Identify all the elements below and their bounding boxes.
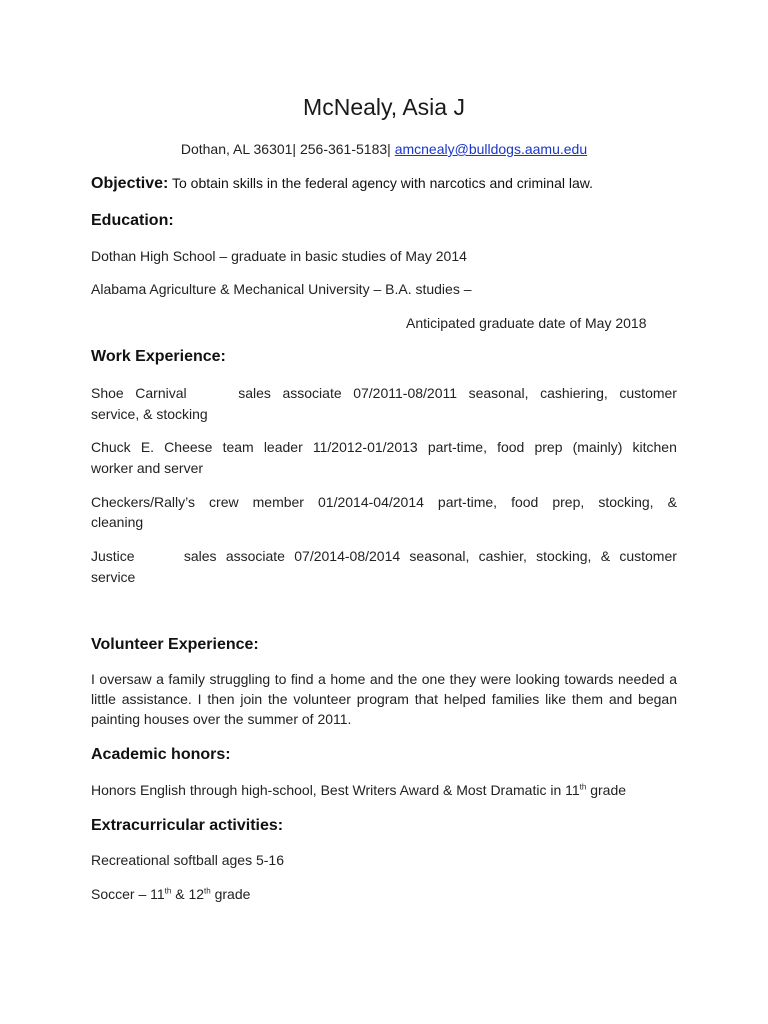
word: part-time,: [427, 439, 487, 455]
honors-text-start: Honors English through high-school, Best Writers Award & Most Dramatic in 11: [91, 782, 580, 798]
job-3-row-2: cleaning: [91, 514, 144, 530]
contact-details: Dothan, AL 36301| 256-361-5183|: [180, 141, 395, 157]
word: stocking,: [598, 494, 654, 510]
word: kitchen: [632, 439, 677, 455]
word: food: [497, 439, 525, 455]
job-4-row-2: service: [91, 569, 136, 585]
academic-honors-text: [91, 782, 626, 798]
superscript: th: [579, 782, 587, 792]
objective-label: Objective:: [91, 175, 169, 192]
work-experience-heading: Work Experience:: [91, 348, 226, 365]
objective-text: To obtain skills in the federal agency with narcotics and criminal law.: [168, 175, 593, 191]
word: Checkers/Rally’s: [91, 494, 195, 510]
word: 07/2014-08/2014: [294, 548, 401, 564]
education-line-1: Dothan High School – graduate in basic studies of May 2014: [91, 248, 467, 264]
soccer-text-middle: & 12: [171, 886, 205, 902]
job-1-row-2: service, & stocking: [91, 406, 208, 422]
extracurricular-heading: Extracurricular activities:: [91, 817, 284, 834]
word: Justice: [91, 548, 135, 564]
word: seasonal,: [468, 385, 529, 401]
word: E.: [140, 439, 155, 455]
education-line-3: Anticipated graduate date of May 2018: [406, 315, 647, 331]
word: food: [511, 494, 539, 510]
job-3-row-1: [91, 494, 677, 510]
word: team: [222, 439, 254, 455]
word: member: [252, 494, 304, 510]
superscript: th: [204, 886, 211, 896]
soccer-text-start: Soccer – 11: [91, 886, 165, 902]
word: associate: [282, 385, 342, 401]
word: stocking,: [536, 548, 592, 564]
word: sales: [183, 548, 217, 564]
word: customer: [619, 385, 677, 401]
word: customer: [619, 548, 677, 564]
word: 01/2014-04/2014: [318, 494, 424, 510]
email-link[interactable]: amcnealy@bulldogs.aamu.edu: [394, 141, 588, 157]
job-2-row-1: [91, 439, 677, 455]
word: crew: [209, 494, 239, 510]
word: cashiering,: [540, 385, 608, 401]
education-line-2: Alabama Agriculture & Mechanical University – B.A. studies –: [91, 281, 472, 297]
activity-softball: Recreational softball ages 5-16: [91, 852, 285, 868]
word: part-time,: [437, 494, 498, 510]
word: associate: [225, 548, 285, 564]
education-heading: Education:: [91, 212, 174, 229]
word: seasonal,: [409, 548, 470, 564]
word: 07/2011-08/2011: [353, 385, 458, 401]
word: Chuck: [91, 439, 131, 455]
job-1-row-1: [91, 385, 677, 401]
academic-honors-heading: Academic honors:: [91, 746, 231, 763]
word: Carnival: [135, 385, 187, 401]
word: prep: [534, 439, 563, 455]
volunteer-heading: Volunteer Experience:: [91, 636, 259, 653]
word: &: [600, 548, 611, 564]
objective-line: [91, 175, 593, 193]
word: Cheese: [164, 439, 213, 455]
superscript: th: [164, 886, 172, 896]
job-2-row-2: worker and server: [91, 460, 204, 476]
word: leader: [263, 439, 303, 455]
word: 11/2012-01/2013: [312, 439, 418, 455]
word: Shoe: [91, 385, 124, 401]
word: (mainly): [572, 439, 623, 455]
volunteer-paragraph: I oversaw a family struggling to find a home and the one they were looking towards needed a little assistance. I then join the volunteer program that helped families like them and began painting houses over the summer of 2011.: [91, 671, 677, 727]
word: &: [667, 494, 677, 510]
soccer-text-end: grade: [210, 886, 251, 902]
job-4-row-1: [91, 548, 677, 564]
word: sales: [238, 385, 271, 401]
honors-text-end: grade: [586, 782, 627, 798]
contact-line: [0, 141, 768, 157]
word: cashier,: [478, 548, 527, 564]
word: prep,: [552, 494, 585, 510]
activity-soccer: [91, 886, 250, 902]
resume-name: McNealy, Asia J: [303, 94, 465, 120]
